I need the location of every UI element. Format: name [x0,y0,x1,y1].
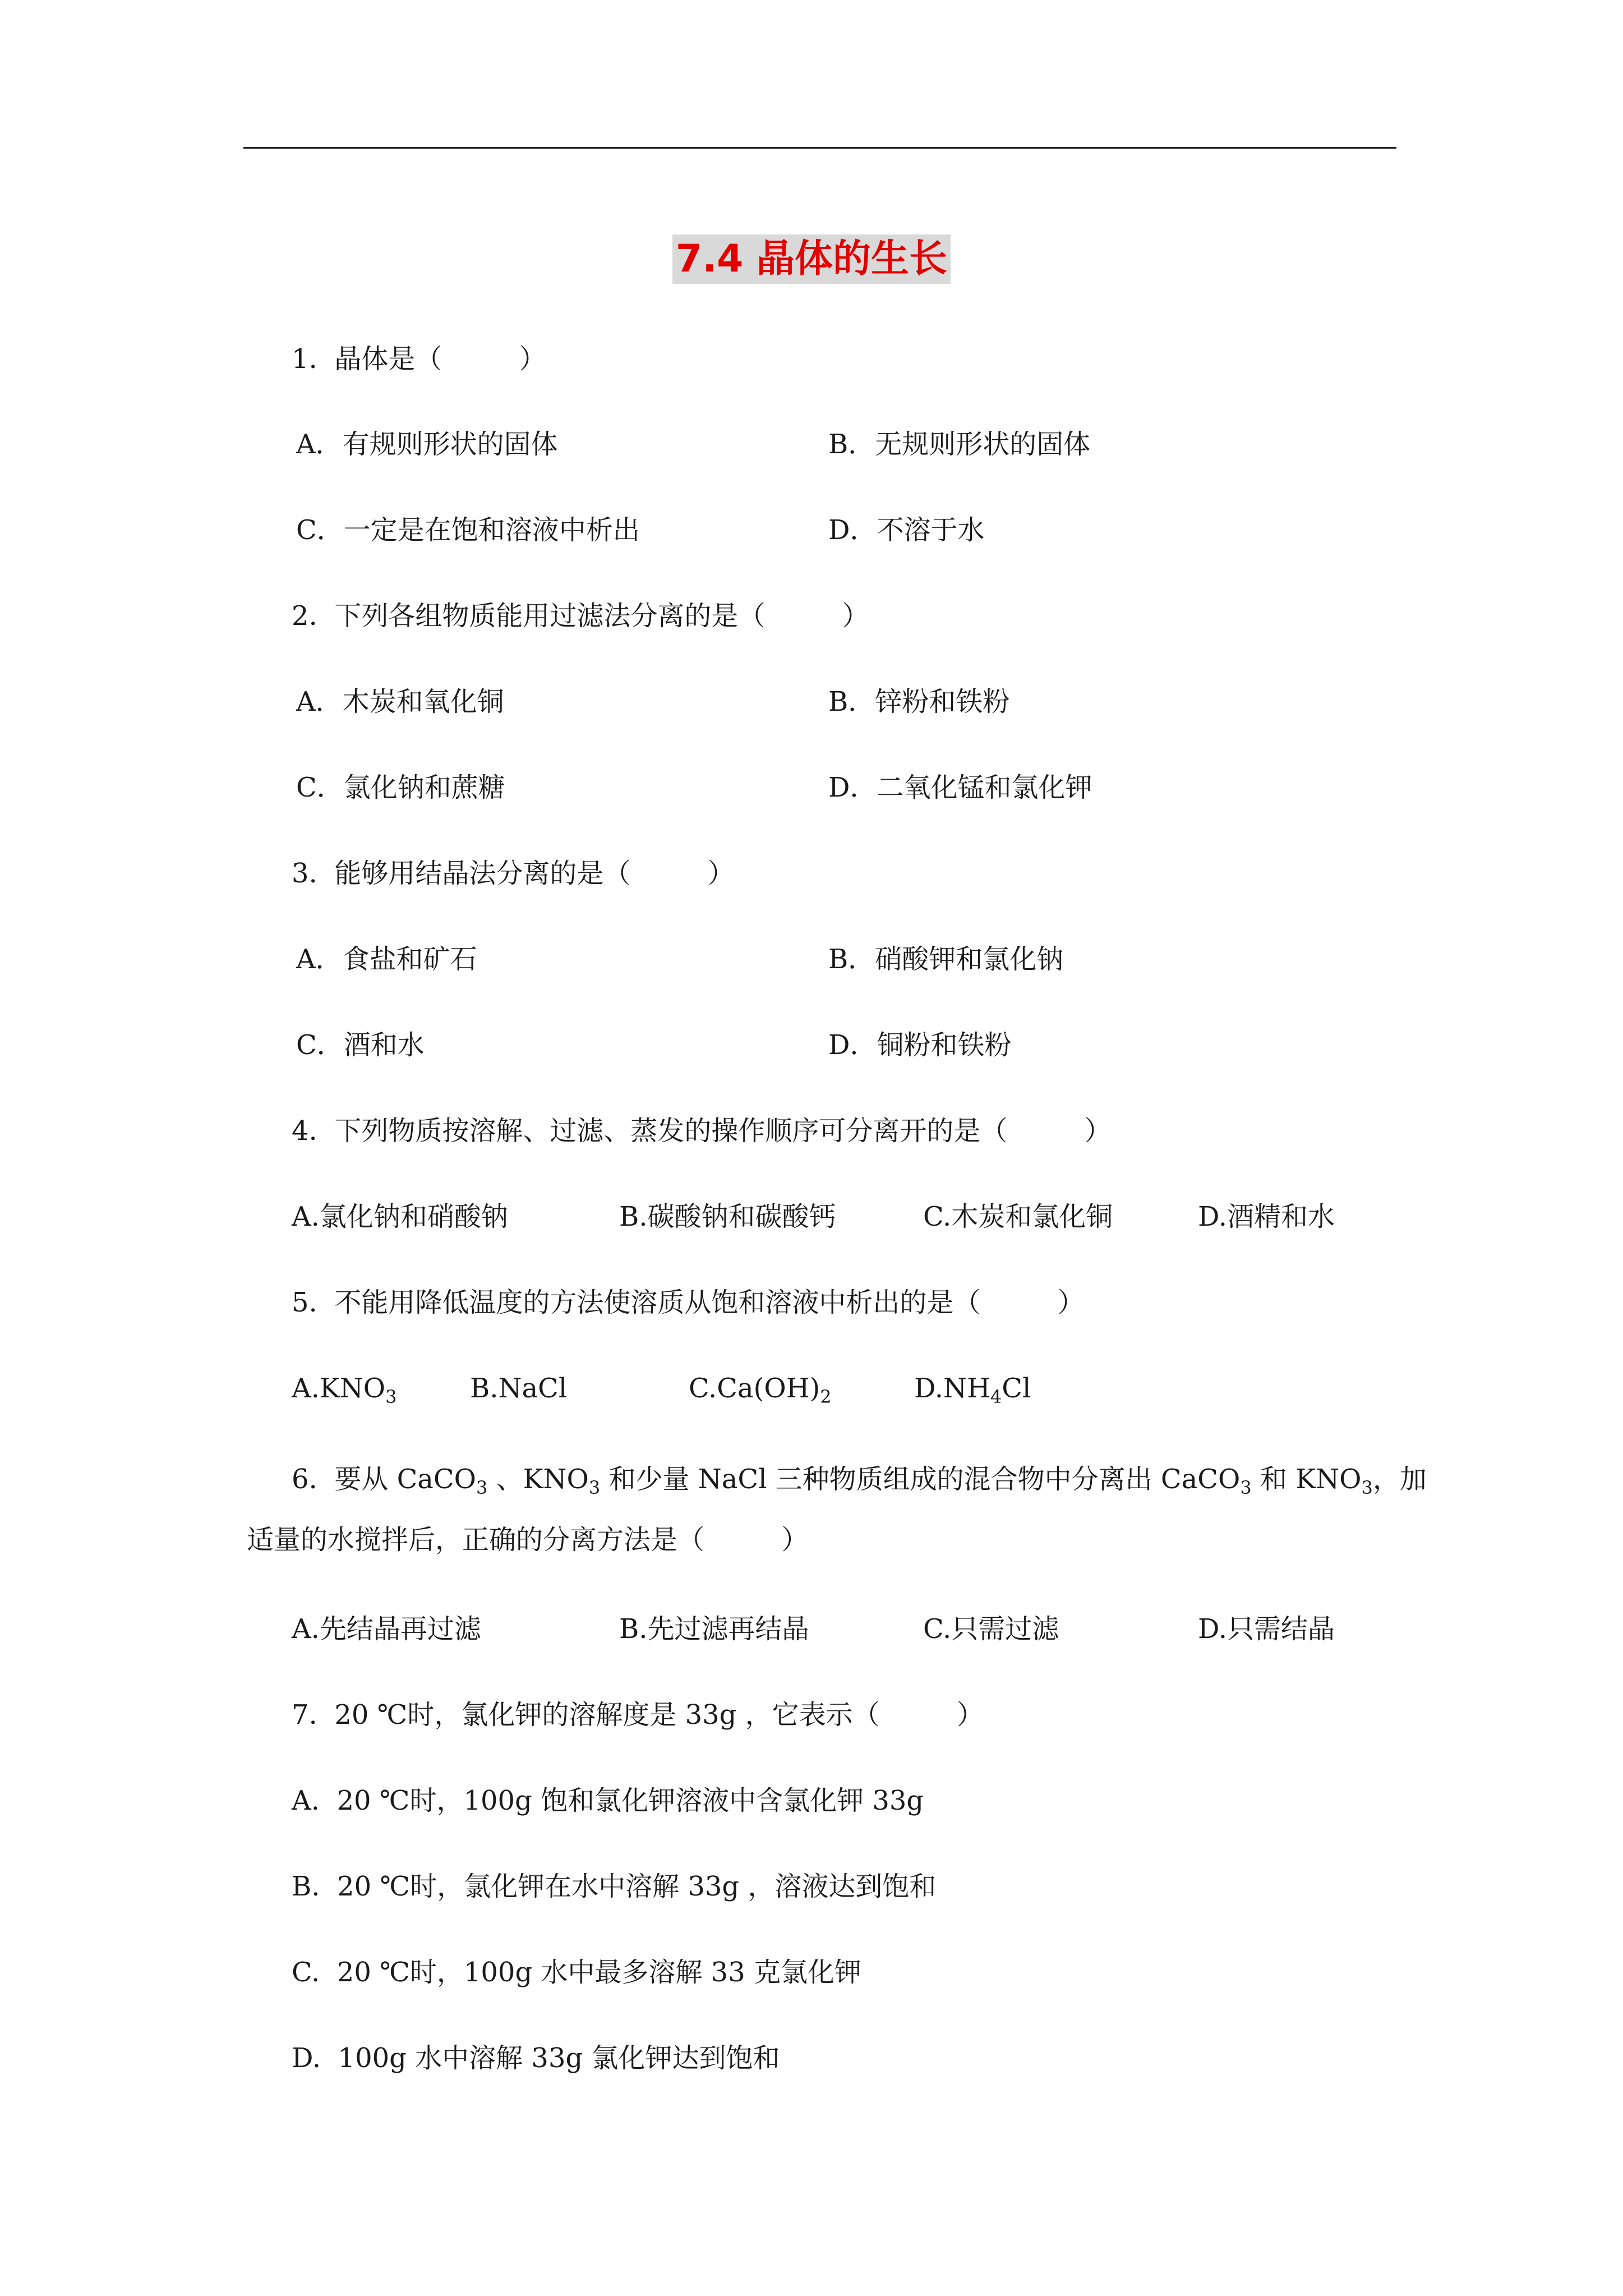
header-rule [243,147,1396,149]
question-6-stem-line-1: 6. 要从 CaCO$_3$ 、$KNO_3$ 和少量 NaCl 三种物质组成的混合物中分离出 CaCO$_3$ 和 $KNO_3$，加 [292,1464,1427,1498]
question-5-stem: 5. 不能用降低温度的方法使溶质从饱和溶液中析出的是（ ） [292,1287,1085,1318]
question-7-option-b: B. 20 ℃时，氯化钾在水中溶解 33g ，溶液达到饱和 [292,1871,937,1902]
question-7-stem: 7. 20 ℃时，氯化钾的溶解度是 33g ，它表示（ ） [292,1699,984,1731]
question-5-option-a: $A.KNO_3$ [292,1373,397,1407]
question-1-option-d: D．不溶于水 [828,514,985,546]
question-7-option-d: D. 100g 水中溶解 33g 氯化钾达到饱和 [292,2042,780,2074]
question-1-stem: 1. 晶体是（ ） [292,343,546,375]
question-7-option-c: C. 20 ℃时，100g 水中最多溶解 33 克氯化钾 [292,1957,862,1988]
question-3-option-b: B．硝酸钾和氯化钠 [828,944,1064,975]
question-6-option-b: B.先过滤再结晶 [619,1613,809,1645]
question-4-option-a: A.氯化钠和硝酸钠 [292,1201,508,1232]
question-2-option-b: B．锌粉和铁粉 [828,686,1010,717]
question-4-option-c: C.木炭和氯化铜 [923,1201,1113,1232]
question-3-stem: 3. 能够用结晶法分离的是（ ） [292,858,735,889]
question-5-option-c: $C.Ca(OH)_2$ [689,1373,832,1407]
question-1-option-a: A．有规则形状的固体 [296,429,558,460]
question-5-option-d: $D.NH_4Cl$ [914,1373,1031,1407]
question-4-option-b: B.碳酸钠和碳酸钙 [619,1201,836,1232]
question-3-option-d: D．铜粉和铁粉 [828,1029,1012,1061]
question-4-option-d: D.酒精和水 [1198,1201,1335,1232]
question-5-option-b: B.NaCl [470,1373,568,1404]
question-2-option-c: C．氯化钠和蔗糖 [296,772,505,803]
question-1-option-c: C．一定是在饱和溶液中析出 [296,514,640,546]
question-2-option-a: A．木炭和氧化铜 [296,686,504,717]
page-title: 7.4 晶体的生长 [672,234,951,284]
question-6-option-c: C.只需过滤 [923,1613,1059,1645]
question-6-option-d: D.只需结晶 [1198,1613,1335,1645]
question-6-stem-line-2: 适量的水搅拌后，正确的分离方法是（ ） [247,1524,809,1556]
question-2-stem: 2. 下列各组物质能用过滤法分离的是（ ） [292,600,869,632]
question-1-option-b: B．无规则形状的固体 [828,429,1091,460]
question-3-option-c: C．酒和水 [296,1029,425,1061]
question-2-option-d: D．二氧化锰和氯化钾 [828,772,1092,803]
question-3-option-a: A．食盐和矿石 [296,944,477,975]
question-4-stem: 4. 下列物质按溶解、过滤、蒸发的操作顺序可分离开的是（ ） [292,1115,1112,1147]
question-7-option-a: A. 20 ℃时，100g 饱和氯化钾溶液中含氯化钾 33g [292,1785,924,1816]
question-6-option-a: A.先结晶再过滤 [292,1613,481,1645]
title-block [0,234,1623,284]
